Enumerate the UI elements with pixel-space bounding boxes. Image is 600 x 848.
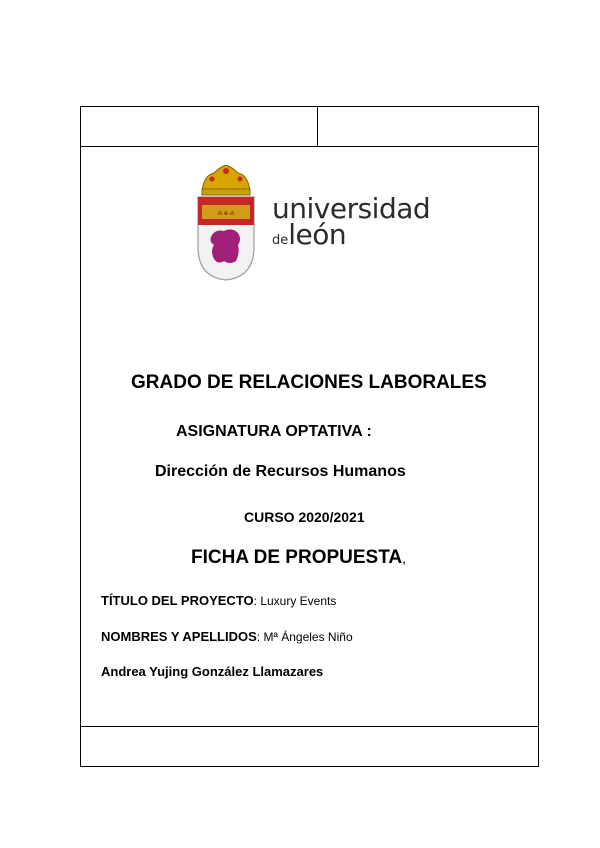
course-year: CURSO 2020/2021 [244,509,365,525]
wordmark-de: de [272,233,289,248]
project-title-label: TÍTULO DEL PROYECTO [101,593,254,608]
wordmark-leon: león [288,218,347,251]
wordmark-universidad: universidad [272,192,431,225]
header-table-row [81,107,538,147]
names-label: NOMBRES Y APELLIDOS [101,629,257,644]
form-title-comma: , [402,550,407,566]
second-author: Andrea Yujing González Llamazares [101,664,324,679]
form-title-text: FICHA DE PROPUESTA [191,547,403,568]
header-cell-divider [317,107,318,146]
project-title-line [101,593,336,608]
coat-of-arms-icon [194,165,258,281]
subject-label: ASIGNATURA OPTATIVA : [176,423,372,440]
form-title [191,547,406,569]
names-value: : Mª Ángeles Niño [256,630,353,644]
footer-table-row [81,726,538,766]
subject-name: Dirección de Recursos Humanos [155,463,406,480]
wordmark-de-leon [272,218,430,251]
university-wordmark [272,192,431,251]
degree-title: GRADO DE RELACIONES LABORALES [131,372,487,393]
names-line [101,629,353,644]
project-title-value: : Luxury Events [253,594,337,608]
university-logo [194,165,434,283]
svg-text:⁂ ✠ ⁂: ⁂ ✠ ⁂ [217,211,235,217]
